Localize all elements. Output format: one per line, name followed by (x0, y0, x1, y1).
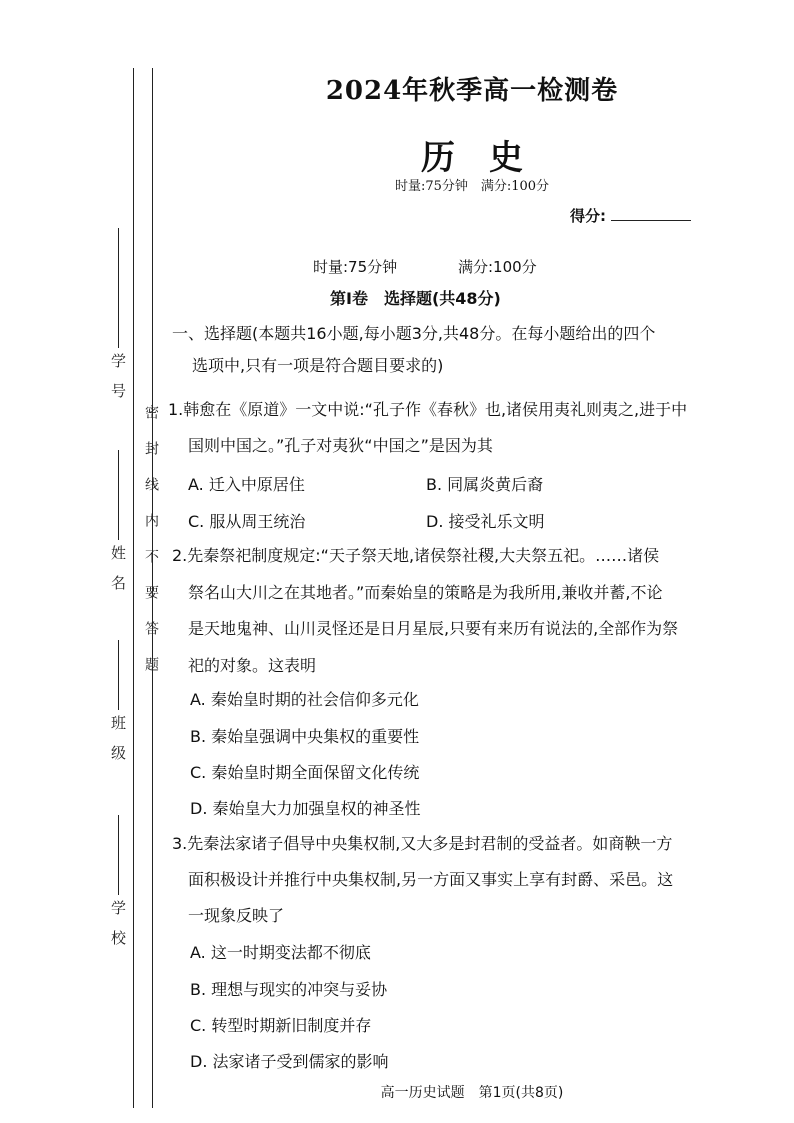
question-3 (172, 826, 692, 934)
exam-title: 2024年秋季高一检测卷 (325, 76, 619, 106)
subject-title: 历 史 (421, 138, 523, 178)
question-1 (168, 392, 688, 464)
q1-option-c[interactable]: C. 服从周王统治 (188, 512, 306, 531)
student-id-field[interactable] (108, 228, 129, 398)
time-line: 时量:75分钟 (313, 258, 398, 276)
question-3-line-2: 面积极设计并推行中央集权制,另一方面又事实上享有封爵、采邑。这 (188, 870, 674, 889)
question-2 (172, 538, 692, 684)
question-2-line-3: 是天地鬼神、山川灵怪还是日月星辰,只要有来历有说法的,全部作为祭 (188, 619, 679, 638)
school-field[interactable] (108, 815, 129, 945)
section-heading-line-1: 一、选择题(本题共16小题,每小题3分,共48分。在每小题给出的四个 (172, 324, 656, 343)
question-1-line-2: 国则中国之。”孔子对夷狄“中国之”是因为其 (188, 436, 493, 455)
question-2-line-1: 2.先秦祭祀制度规定:“天子祭天地,诸侯祭社稷,大夫祭五祀。……诸侯 (172, 546, 660, 565)
q3-option-b[interactable]: B. 理想与现实的冲突与妥协 (190, 980, 388, 999)
q1-option-b[interactable]: B. 同属炎黄后裔 (426, 475, 544, 494)
score-line: 满分:100分 (458, 258, 537, 276)
section-heading-line-2: 选项中,只有一项是符合题目要求的) (192, 356, 444, 375)
binding-line-outer (133, 68, 134, 1108)
time-score-subtitle: 时量:75分钟 满分:100分 (394, 179, 550, 194)
score-box (570, 205, 691, 226)
section-heading (172, 318, 712, 382)
q1-option-a[interactable]: A. 迁入中原居住 (188, 475, 305, 494)
name-field[interactable] (108, 450, 129, 590)
question-2-line-2: 祭名山大川之在其地者。”而秦始皇的策略是为我所用,兼收并蓄,不论 (188, 582, 663, 602)
class-blank[interactable] (118, 640, 119, 710)
page-footer: 高一历史试题 第1页(共8页) (380, 1085, 564, 1101)
student-id-label: 学 号 (109, 352, 127, 398)
question-2-line-4: 祀的对象。这表明 (188, 655, 317, 675)
q3-option-a[interactable]: A. 这一时期变法都不彻底 (190, 943, 371, 962)
q2-option-d[interactable]: D. 秦始皇大力加强皇权的神圣性 (190, 799, 421, 818)
student-id-blank[interactable] (118, 228, 119, 348)
q2-option-a[interactable]: A. 秦始皇时期的社会信仰多元化 (190, 690, 419, 709)
score-label: 得分: (570, 207, 606, 225)
part-title: 第Ⅰ卷 选择题(共48分) (330, 289, 501, 308)
question-3-line-1: 3.先秦法家诸子倡导中央集权制,又大多是封君制的受益者。如商鞅一方 (172, 834, 673, 853)
name-blank[interactable] (118, 450, 119, 540)
score-blank[interactable] (611, 220, 691, 221)
q3-option-c[interactable]: C. 转型时期新旧制度并存 (190, 1016, 372, 1035)
q1-option-d[interactable]: D. 接受礼乐文明 (426, 512, 545, 531)
name-label: 姓 名 (109, 544, 127, 590)
question-3-line-3: 一现象反映了 (188, 906, 285, 925)
q3-option-d[interactable]: D. 法家诸子受到儒家的影响 (190, 1052, 389, 1071)
class-label: 班 级 (109, 714, 127, 760)
q2-option-c[interactable]: C. 秦始皇时期全面保留文化传统 (190, 763, 420, 782)
sealing-notice: 密封线内不要答题 (143, 405, 159, 693)
school-label: 学 校 (109, 899, 127, 945)
question-1-line-1: 1.韩愈在《原道》一文中说:“孔子作《春秋》也,诸侯用夷礼则夷之,进于中 (168, 400, 688, 419)
q2-option-b[interactable]: B. 秦始皇强调中央集权的重要性 (190, 727, 420, 746)
school-blank[interactable] (118, 815, 119, 895)
class-field[interactable] (108, 640, 129, 760)
